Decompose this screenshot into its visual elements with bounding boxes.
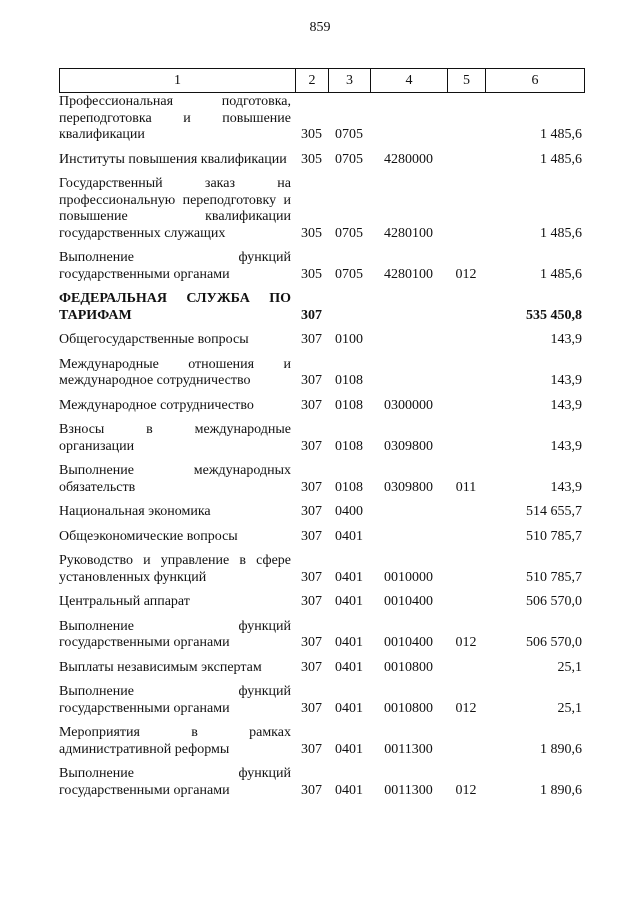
table-row xyxy=(59,94,584,152)
row-amount-cell: 1 890,6 xyxy=(540,782,582,798)
row-amount-cell: 506 570,0 xyxy=(526,594,582,609)
row-type-cell xyxy=(447,94,485,152)
row-name-cell xyxy=(59,684,295,725)
row-section-cell: 0401 xyxy=(335,700,363,716)
row-section-cell: 0401 xyxy=(335,528,363,544)
row-section-cell: 0400 xyxy=(335,504,363,519)
row-target-cell: 0010400 xyxy=(384,635,433,650)
row-name-text: Руководство и управление в сфере установленных функций xyxy=(59,553,291,585)
row-section-cell: 0401 xyxy=(335,635,363,650)
table-row xyxy=(59,152,584,177)
row-name-text: Центральный аппарат xyxy=(59,594,190,609)
row-target-cell: 4280000 xyxy=(384,151,433,167)
row-name-text: Выполнение функций государственными органами xyxy=(59,250,291,282)
row-name-cell xyxy=(59,152,295,177)
row-code-cell: 305 xyxy=(301,266,322,282)
row-type-cell: 012 xyxy=(455,700,477,716)
row-type-cell: 011 xyxy=(455,479,477,495)
row-target-cell: 4280100 xyxy=(384,266,433,282)
table-row-section-heading xyxy=(59,291,584,332)
row-amount-cell: 1 485,6 xyxy=(540,225,582,241)
row-section-cell: 0401 xyxy=(335,594,363,609)
row-amount-cell: 25,1 xyxy=(557,700,582,716)
row-type-cell xyxy=(447,422,485,463)
row-target-cell: 0010800 xyxy=(384,659,433,675)
row-target-cell: 0010800 xyxy=(384,700,433,716)
row-section-cell: 0108 xyxy=(335,479,363,495)
row-code-cell: 307 xyxy=(301,659,322,675)
table-row xyxy=(59,619,584,660)
row-amount-cell: 1 890,6 xyxy=(540,741,582,757)
row-amount-cell: 510 785,7 xyxy=(526,569,582,585)
row-code-cell: 307 xyxy=(301,635,322,650)
row-amount-cell: 1 485,6 xyxy=(540,151,582,167)
row-target-cell: 4280100 xyxy=(384,225,433,241)
row-amount-cell: 510 785,7 xyxy=(526,528,582,544)
row-name-cell xyxy=(59,422,295,463)
row-name-cell xyxy=(59,463,295,504)
row-name-text: Национальная экономика xyxy=(59,504,211,519)
row-name-text: Международные отношения и международное сотрудничество xyxy=(59,356,291,388)
row-target-cell: 0010400 xyxy=(384,594,433,609)
row-section-cell: 0705 xyxy=(335,266,363,282)
table-row xyxy=(59,684,584,725)
row-code-cell: 307 xyxy=(301,782,322,798)
row-type-cell xyxy=(447,152,485,177)
row-target-cell xyxy=(370,529,447,554)
row-type-cell xyxy=(447,291,485,332)
row-name-text: Мероприятия в рамках административной реформы xyxy=(59,725,291,757)
row-code-cell: 307 xyxy=(301,479,322,495)
row-section-cell: 0100 xyxy=(335,332,363,347)
row-amount-cell: 506 570,0 xyxy=(526,635,582,650)
row-name-text: Общеэкономические вопросы xyxy=(59,528,238,544)
row-target-cell: 0300000 xyxy=(384,397,433,413)
row-type-cell xyxy=(447,725,485,766)
row-name-cell xyxy=(59,725,295,766)
row-target-cell xyxy=(370,94,447,152)
row-section-cell xyxy=(328,291,370,332)
row-section-cell: 0705 xyxy=(335,225,363,241)
table-row xyxy=(59,250,584,291)
table-row xyxy=(59,357,584,398)
row-name-text: Взносы в международные организации xyxy=(59,422,291,454)
row-amount-cell: 143,9 xyxy=(550,479,582,495)
row-name-cell xyxy=(59,398,295,423)
row-type-cell xyxy=(447,660,485,685)
row-type-cell xyxy=(447,357,485,398)
row-name-cell xyxy=(59,176,295,250)
row-name-cell xyxy=(59,357,295,398)
table-row xyxy=(59,504,584,529)
row-section-cell: 0401 xyxy=(335,659,363,675)
row-amount-cell: 143,9 xyxy=(550,397,582,413)
row-amount-cell: 143,9 xyxy=(550,332,582,347)
row-name-text: Выплаты независимым экспертам xyxy=(59,659,262,675)
table-row xyxy=(59,725,584,766)
row-code-cell: 307 xyxy=(301,504,322,519)
row-target-cell: 0309800 xyxy=(384,438,433,454)
row-name-cell xyxy=(59,619,295,660)
row-name-text: Институты повышения квалификации xyxy=(59,151,287,167)
row-name-text: Общегосударственные вопросы xyxy=(59,332,249,347)
row-section-cell: 0401 xyxy=(335,741,363,757)
row-name-cell xyxy=(59,660,295,685)
row-target-cell: 0309800 xyxy=(384,479,433,495)
row-name-cell xyxy=(59,250,295,291)
row-code-cell: 307 xyxy=(301,332,322,347)
column-header-row xyxy=(60,69,585,93)
row-type-cell xyxy=(447,332,485,357)
column-header-4: 4 xyxy=(371,69,448,93)
row-type-cell: 012 xyxy=(455,782,477,798)
budget-table xyxy=(59,94,584,807)
row-name-text: Международное сотрудничество xyxy=(59,397,254,413)
budget-table-body xyxy=(59,94,584,807)
row-amount-cell: 514 655,7 xyxy=(526,504,582,519)
row-target-cell: 0011300 xyxy=(384,782,433,798)
row-target-cell xyxy=(370,332,447,357)
row-name-text: Профессиональная подготовка, переподготовка и повышение квалификации xyxy=(59,94,291,142)
row-code-cell: 307 xyxy=(301,741,322,757)
table-row xyxy=(59,766,584,807)
row-name-cell xyxy=(59,504,295,529)
row-name-text: Выполнение функций государственными органами xyxy=(59,684,291,716)
row-name-cell xyxy=(59,332,295,357)
row-amount-cell: 1 485,6 xyxy=(540,266,582,282)
row-section-cell: 0705 xyxy=(335,127,363,142)
table-row xyxy=(59,398,584,423)
table-row xyxy=(59,660,584,685)
row-name-cell xyxy=(59,529,295,554)
row-amount-cell: 535 450,8 xyxy=(526,307,582,323)
row-code-cell: 307 xyxy=(301,373,322,388)
row-name-text: Выполнение функций государственными органами xyxy=(59,618,291,650)
row-target-cell xyxy=(370,291,447,332)
row-amount-cell: 143,9 xyxy=(550,373,582,388)
row-type-cell xyxy=(447,594,485,619)
row-section-cell: 0108 xyxy=(335,397,363,413)
row-type-cell xyxy=(447,398,485,423)
row-code-cell: 307 xyxy=(301,700,322,716)
row-name-text: ФЕДЕРАЛЬНАЯ СЛУЖБА ПО ТАРИФАМ xyxy=(59,291,291,323)
table-row xyxy=(59,594,584,619)
row-name-cell xyxy=(59,94,295,152)
row-code-cell: 305 xyxy=(301,225,322,241)
row-target-cell xyxy=(370,504,447,529)
row-amount-cell: 143,9 xyxy=(550,438,582,454)
column-header-5: 5 xyxy=(448,69,486,93)
column-header-1: 1 xyxy=(60,69,296,93)
table-row xyxy=(59,553,584,594)
row-name-text: Выполнение международных обязательств xyxy=(59,463,291,495)
table-row xyxy=(59,332,584,357)
row-type-cell: 012 xyxy=(455,266,477,282)
column-header-table xyxy=(59,68,585,93)
row-name-cell xyxy=(59,291,295,332)
table-row xyxy=(59,529,584,554)
row-code-cell: 307 xyxy=(301,528,322,544)
row-name-cell xyxy=(59,553,295,594)
column-header-2: 2 xyxy=(296,69,329,93)
row-type-cell xyxy=(447,553,485,594)
table-row xyxy=(59,463,584,504)
row-code-cell: 307 xyxy=(301,594,322,609)
row-section-cell: 0108 xyxy=(335,438,363,454)
table-row xyxy=(59,422,584,463)
row-code-cell: 305 xyxy=(301,151,322,167)
row-name-text: Государственный заказ на профессиональную переподготовку и повышение квалификации государственных служащих xyxy=(59,176,291,241)
row-section-cell: 0108 xyxy=(335,373,363,388)
row-code-cell: 307 xyxy=(301,397,322,413)
row-amount-cell: 25,1 xyxy=(557,659,582,675)
row-target-cell: 0011300 xyxy=(384,741,433,757)
row-amount-cell: 1 485,6 xyxy=(540,127,582,142)
row-code-cell: 307 xyxy=(301,307,322,323)
page-number: 859 xyxy=(309,20,331,35)
row-name-text: Выполнение функций государственными органами xyxy=(59,766,291,798)
row-section-cell: 0401 xyxy=(335,569,363,585)
column-header-6: 6 xyxy=(486,69,585,93)
row-target-cell: 0010000 xyxy=(384,569,433,585)
row-type-cell: 012 xyxy=(455,635,477,650)
row-type-cell xyxy=(447,529,485,554)
row-section-cell: 0705 xyxy=(335,151,363,167)
table-row xyxy=(59,176,584,250)
row-section-cell: 0401 xyxy=(335,782,363,798)
row-code-cell: 305 xyxy=(301,127,322,142)
row-type-cell xyxy=(447,176,485,250)
row-name-cell xyxy=(59,766,295,807)
row-code-cell: 307 xyxy=(301,569,322,585)
column-header-3: 3 xyxy=(329,69,371,93)
row-target-cell xyxy=(370,357,447,398)
row-code-cell: 307 xyxy=(301,438,322,454)
row-name-cell xyxy=(59,594,295,619)
row-type-cell xyxy=(447,504,485,529)
